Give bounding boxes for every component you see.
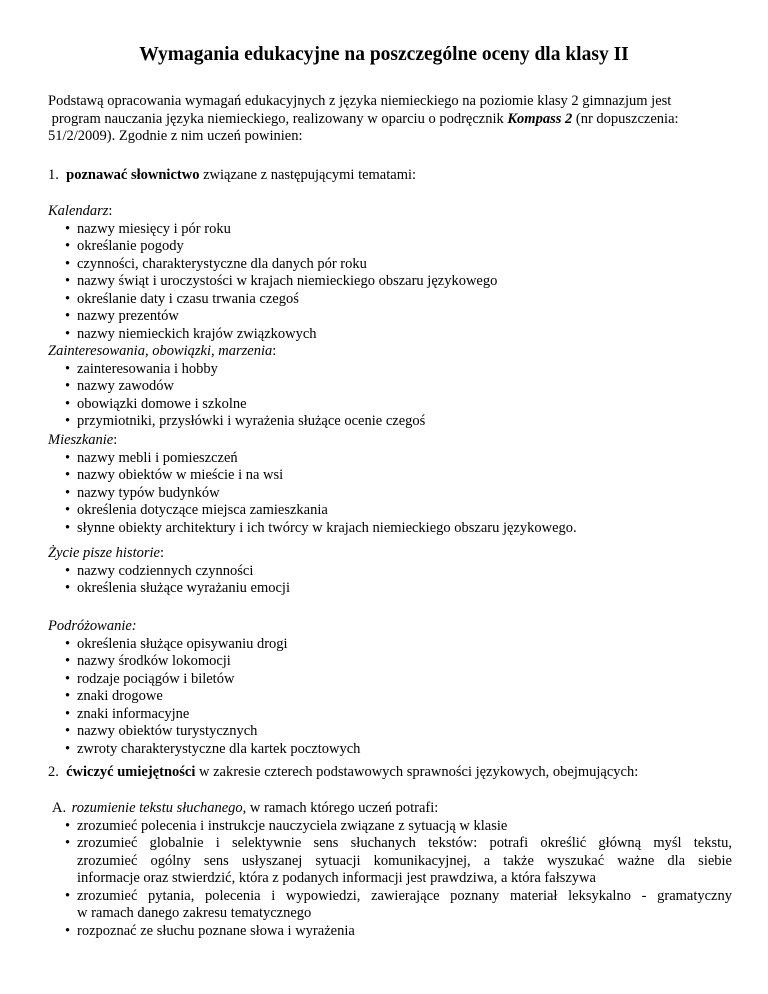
list-item: • słynne obiekty architektury i ich twórcy w krajach niemieckiego obszaru językowego. <box>65 519 577 536</box>
section-kalendarz <box>48 203 738 343</box>
bullet-list <box>48 361 738 431</box>
bullet-list <box>48 450 738 538</box>
list-item-text: obowiązki domowe i szkolne <box>77 395 247 412</box>
point-2 <box>48 764 638 781</box>
section-title <box>48 618 738 636</box>
list-item: • rozpoznać ze słuchu poznane słowa i wyrażenia <box>48 923 742 941</box>
list-item-text: określenia służące wyrażaniu emocji <box>77 580 290 596</box>
section-title <box>48 432 738 450</box>
list-item-text: znaki informacyjne <box>77 705 190 722</box>
section-title-text: Mieszkanie <box>48 432 114 448</box>
list-item-text: znaki drogowe <box>77 688 163 704</box>
intro-line: 51/2/2009). Zgodnie z nim uczeń powinien: <box>48 128 303 144</box>
list-item: • nazwy miesięcy i pór roku <box>65 220 231 237</box>
section-a-title: rozumienie tekstu słuchanego <box>71 800 243 816</box>
section-a-heading <box>52 800 742 818</box>
list-item-text: słynne obiekty architektury i ich twórcy w krajach niemieckiego obszaru językowego. <box>77 519 577 536</box>
list-item-text: określanie pogody <box>77 238 184 254</box>
section-title <box>48 545 738 563</box>
list-item-text: określanie daty i czasu trwania czegoś <box>77 290 299 307</box>
list-item: • obowiązki domowe i szkolne <box>65 395 247 412</box>
list-item-text: nazwy miesięcy i pór roku <box>77 220 231 237</box>
list-item-text: nazwy prezentów <box>77 308 179 324</box>
intro-line: Podstawą opracowania wymagań edukacyjnych z języka niemieckiego na poziomie klasy 2 gimnazjum jest <box>48 93 672 109</box>
list-item: • określanie pogody <box>65 238 184 254</box>
list-item-text: przymiotniki, przysłówki i wyrażenia służące ocenie czegoś <box>77 413 426 429</box>
section-title <box>48 343 738 361</box>
section-title-text: Kalendarz <box>48 203 109 219</box>
page-title: Wymagania edukacyjne na poszczególne oceny dla klasy II <box>139 44 629 65</box>
intro-text: (nr dopuszczenia: <box>572 110 679 127</box>
bullet-list <box>48 636 738 759</box>
section-podrozowanie <box>48 618 738 758</box>
list-item-text: określenia dotyczące miejsca zamieszkania <box>77 502 328 518</box>
list-item: • nazwy typów budynków <box>65 484 220 501</box>
list-item-text: nazwy mebli i pomieszczeń <box>77 449 238 466</box>
list-item-text: w ramach danego zakresu tematycznego <box>77 905 312 921</box>
list-item: • znaki informacyjne <box>65 705 190 722</box>
section-mieszkanie <box>48 432 738 537</box>
list-item-text: nazwy obiektów turystycznych <box>77 723 258 739</box>
list-item: • zrozumieć pytania, polecenia i wypowiedzi, zawierające poznany materiał leksykalno - gramatyczny w ramach danego zakresu tematycznego <box>48 888 742 923</box>
intro-line <box>48 111 738 129</box>
section-title-text: Podróżowanie: <box>48 618 137 634</box>
book-title: Kompass 2 <box>507 110 573 127</box>
list-item-text: określenia służące opisywaniu drogi <box>77 635 288 652</box>
section-a <box>52 800 742 940</box>
list-item-text: nazwy świąt i uroczystości w krajach niemieckiego obszaru językowego <box>77 273 498 289</box>
list-item: • określenia służące opisywaniu drogi <box>65 635 288 652</box>
section-zainteresowania <box>48 343 738 431</box>
list-item: • zainteresowania i hobby <box>65 360 218 377</box>
point-text: w zakresie czterech podstawowych sprawności językowych, obejmujących: <box>195 764 639 780</box>
list-item-text: rozpoznać ze słuchu poznane słowa i wyrażenia <box>77 922 355 939</box>
point-number: 2. <box>48 764 59 780</box>
list-item: • czynności, charakterystyczne dla danych pór roku <box>65 255 367 272</box>
bullet-list <box>48 563 738 598</box>
point-bold-text: ćwiczyć umiejętności <box>66 764 196 780</box>
section-title-text: Zainteresowania, obowiązki, marzenia <box>48 343 273 359</box>
list-item-text: czynności, charakterystyczne dla danych pór roku <box>77 255 367 272</box>
point-1 <box>48 167 416 184</box>
section-title <box>48 203 738 221</box>
point-text: związane z następującymi tematami: <box>199 167 417 183</box>
list-item-text: zainteresowania i hobby <box>77 360 218 377</box>
bullet-list <box>48 221 738 344</box>
list-item-text: zwroty charakterystyczne dla kartek pocztowych <box>77 740 361 757</box>
list-item-text: informacje oraz stwierdzić, która z podanych informacji jest prawdziwa, a która fałszywa <box>77 870 596 886</box>
list-item: • rodzaje pociągów i biletów <box>65 670 235 687</box>
list-item: • zrozumieć globalnie i selektywnie sens słuchanych tekstów: potrafi określić główną myśl tekstu, zrozumieć ogólny sens usłyszanej sytuacji komunikacyjnej, a także wyszukać ważne dla siebie informacje oraz stwierdzić, która z podanych informacji jest prawdziwa, a która fałszywa <box>48 835 742 888</box>
section-title-suffix: : <box>159 545 164 561</box>
list-item-text: nazwy zawodów <box>77 378 175 394</box>
intro-text: program nauczania języka niemieckiego, realizowany w oparciu o podręcznik <box>48 110 508 127</box>
list-item: • nazwy prezentów <box>65 308 179 324</box>
section-zycie <box>48 545 738 598</box>
list-item-text: nazwy obiektów w mieście i na wsi <box>77 467 284 483</box>
list-item: • nazwy zawodów <box>65 378 175 394</box>
list-item: • określenia dotyczące miejsca zamieszkania <box>65 502 328 518</box>
list-item-text: zrozumieć polecenia i instrukcje nauczyciela związane z sytuacją w klasie <box>77 817 508 834</box>
list-item: • przymiotniki, przysłówki i wyrażenia służące ocenie czegoś <box>65 413 426 429</box>
list-item-text: nazwy środków lokomocji <box>77 653 231 669</box>
section-a-rest: , w ramach którego uczeń potrafi: <box>242 800 439 816</box>
list-item: • zrozumieć polecenia i instrukcje nauczyciela związane z sytuacją w klasie <box>48 818 742 836</box>
list-item: • określenia służące wyrażaniu emocji <box>65 580 290 596</box>
list-item: • określanie daty i czasu trwania czegoś <box>65 290 299 307</box>
list-item: • nazwy świąt i uroczystości w krajach niemieckiego obszaru językowego <box>65 273 498 289</box>
section-title-suffix: : <box>272 343 277 359</box>
list-item-text: nazwy typów budynków <box>77 484 220 501</box>
list-item: • znaki drogowe <box>65 688 163 704</box>
list-item-text: zrozumieć globalnie i selektywnie sens słuchanych tekstów: potrafi określić główną myśl tekstu, <box>77 835 732 851</box>
list-item-text: nazwy codziennych czynności <box>77 562 254 579</box>
section-title-suffix: : <box>113 432 118 448</box>
list-item: • nazwy niemieckich krajów związkowych <box>65 325 317 342</box>
point-bold-text: poznawać słownictwo <box>66 167 200 183</box>
list-item-text: rodzaje pociągów i biletów <box>77 670 235 687</box>
list-item: • nazwy obiektów turystycznych <box>65 723 258 739</box>
list-item-text: nazwy niemieckich krajów związkowych <box>77 325 317 342</box>
list-item: • nazwy mebli i pomieszczeń <box>65 449 238 466</box>
section-title-suffix: : <box>108 203 113 219</box>
list-item: • zwroty charakterystyczne dla kartek pocztowych <box>65 740 361 757</box>
section-title-text: Życie pisze historie <box>48 545 160 561</box>
list-item-text: zrozumieć pytania, polecenia i wypowiedzi, zawierające poznany materiał leksykalno - gramatyczny <box>77 887 732 904</box>
bullet-list <box>48 818 742 941</box>
section-a-label: A. <box>52 800 67 816</box>
list-item-text: zrozumieć ogólny sens usłyszanej sytuacji komunikacyjnej, a także wyszukać ważne dla siebie <box>77 852 732 869</box>
intro-paragraph <box>48 93 738 146</box>
point-number: 1. <box>48 167 59 183</box>
list-item: • nazwy codziennych czynności <box>65 562 254 579</box>
list-item: • nazwy obiektów w mieście i na wsi <box>65 467 284 483</box>
list-item: • nazwy środków lokomocji <box>65 653 231 669</box>
